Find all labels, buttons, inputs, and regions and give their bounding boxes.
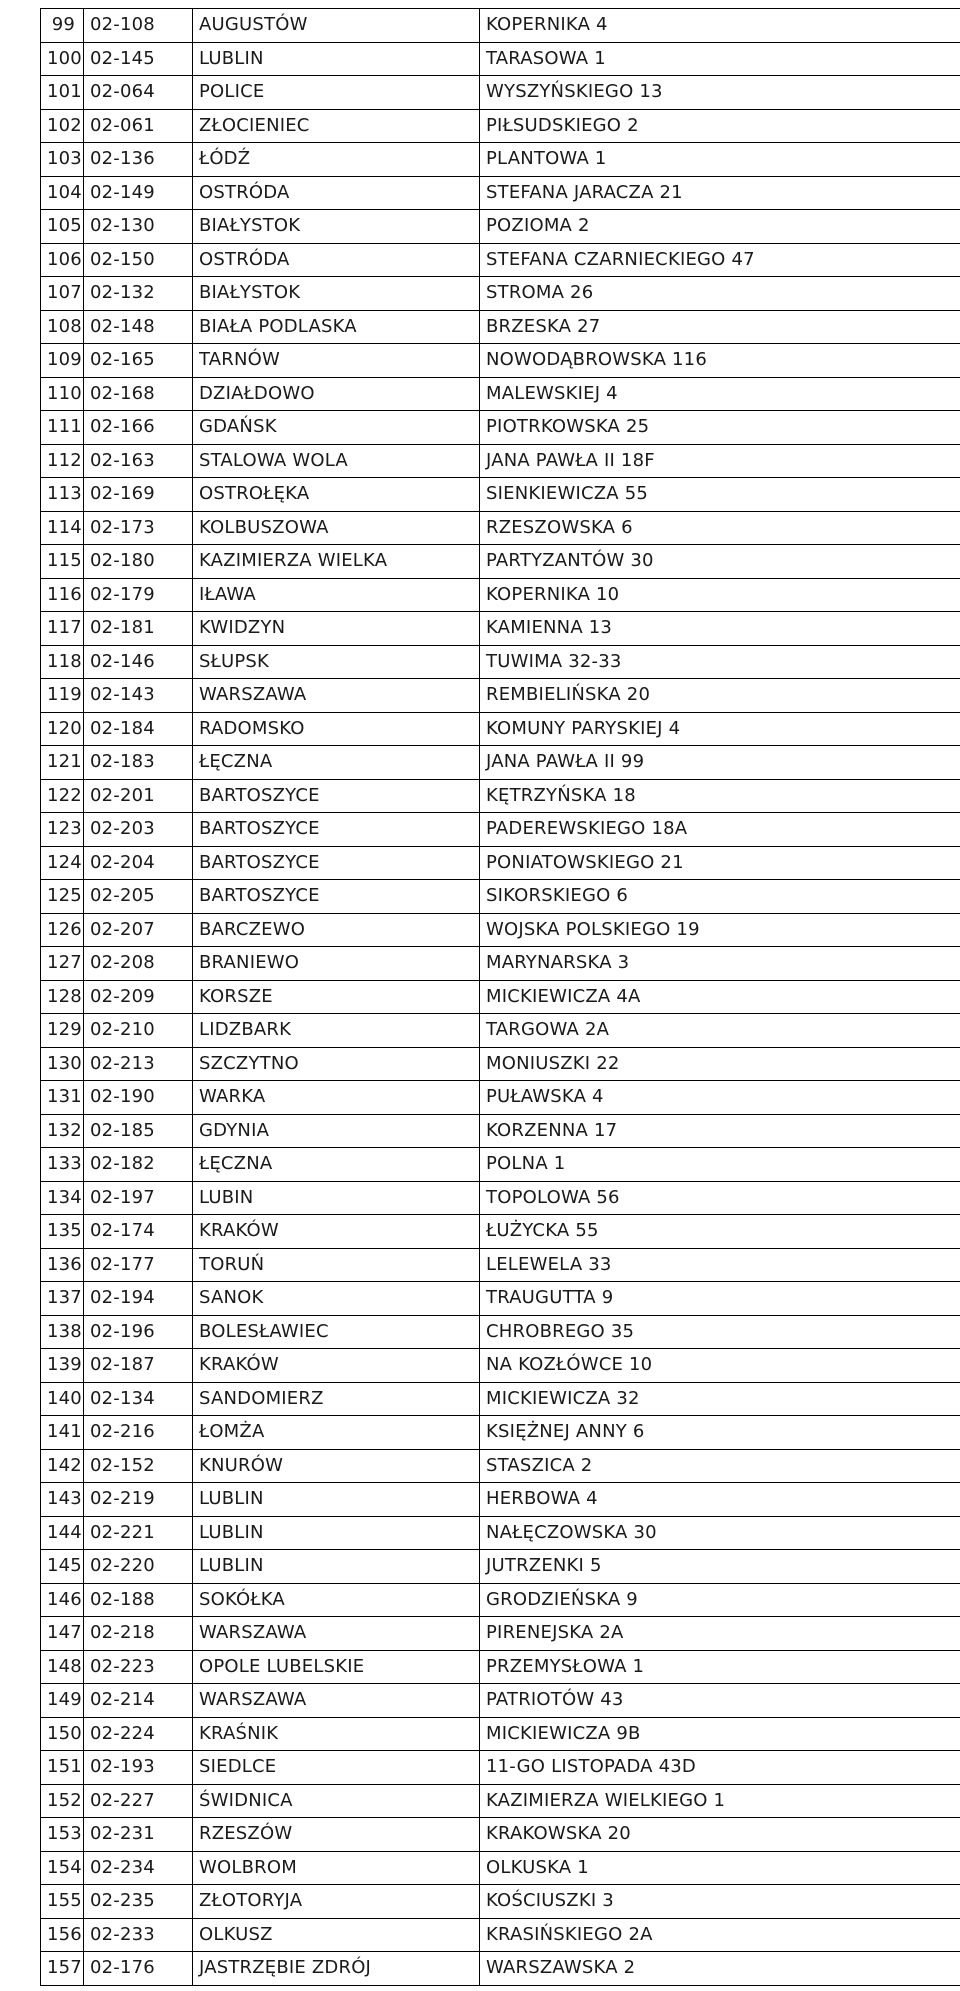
location-code: 02-221 [84,1516,193,1550]
table-row [41,846,960,880]
table-row [41,1349,960,1383]
street-address: RZESZOWSKA 6 [480,511,960,545]
table-row [41,1751,960,1785]
street-address: REMBIELIŃSKA 20 [480,679,960,713]
city-name: KORSZE [193,980,480,1014]
location-code: 02-174 [84,1215,193,1249]
city-name: GDYNIA [193,1114,480,1148]
city-name: KWIDZYN [193,612,480,646]
table-row [41,913,960,947]
city-name: ZŁOTORYJA [193,1885,480,1919]
street-address: KOŚCIUSZKI 3 [480,1885,960,1919]
row-number: 114 [41,511,84,545]
table-row [41,1047,960,1081]
row-number: 148 [41,1650,84,1684]
city-name: BARCZEWO [193,913,480,947]
location-code: 02-233 [84,1918,193,1952]
row-number: 105 [41,210,84,244]
location-code: 02-219 [84,1483,193,1517]
city-name: ZŁOCIENIEC [193,109,480,143]
city-name: ŁÓDŹ [193,143,480,177]
location-code: 02-166 [84,411,193,445]
row-number: 102 [41,109,84,143]
street-address: WYSZYŃSKIEGO 13 [480,76,960,110]
city-name: RADOMSKO [193,712,480,746]
location-code: 02-194 [84,1282,193,1316]
location-code: 02-231 [84,1818,193,1852]
row-number: 117 [41,612,84,646]
row-number: 122 [41,779,84,813]
row-number: 103 [41,143,84,177]
table-row [41,511,960,545]
location-code: 02-214 [84,1684,193,1718]
street-address: OLKUSKA 1 [480,1851,960,1885]
street-address: KOPERNIKA 10 [480,578,960,612]
city-name: BARTOSZYCE [193,779,480,813]
street-address: POZIOMA 2 [480,210,960,244]
location-code: 02-196 [84,1315,193,1349]
table-row [41,1617,960,1651]
row-number: 140 [41,1382,84,1416]
street-address: KAMIENNA 13 [480,612,960,646]
city-name: OSTRÓDA [193,176,480,210]
street-address: WARSZAWSKA 2 [480,1952,960,1986]
street-address: PADEREWSKIEGO 18A [480,813,960,847]
row-number: 139 [41,1349,84,1383]
table-row [41,746,960,780]
table-row [41,1550,960,1584]
table-row [41,176,960,210]
street-address: JANA PAWŁA II 18F [480,444,960,478]
city-name: TARNÓW [193,344,480,378]
location-code: 02-204 [84,846,193,880]
location-code: 02-183 [84,746,193,780]
location-code: 02-203 [84,813,193,847]
row-number: 135 [41,1215,84,1249]
location-code: 02-213 [84,1047,193,1081]
table-row [41,377,960,411]
row-number: 116 [41,578,84,612]
table-row [41,1516,960,1550]
table-row [41,1851,960,1885]
table-row [41,277,960,311]
table-row [41,1081,960,1115]
city-name: LUBLIN [193,1516,480,1550]
location-code: 02-150 [84,243,193,277]
city-name: SŁUPSK [193,645,480,679]
row-number: 152 [41,1784,84,1818]
row-number: 142 [41,1449,84,1483]
row-number: 118 [41,645,84,679]
row-number: 130 [41,1047,84,1081]
city-name: WARSZAWA [193,679,480,713]
city-name: WARKA [193,1081,480,1115]
street-address: NOWODĄBROWSKA 116 [480,344,960,378]
city-name: KOLBUSZOWA [193,511,480,545]
city-name: SANOK [193,1282,480,1316]
city-name: SOKÓŁKA [193,1583,480,1617]
street-address: MICKIEWICZA 4A [480,980,960,1014]
row-number: 151 [41,1751,84,1785]
address-table [40,8,960,1986]
city-name: SANDOMIERZ [193,1382,480,1416]
location-code: 02-152 [84,1449,193,1483]
row-number: 126 [41,913,84,947]
city-name: WOLBROM [193,1851,480,1885]
row-number: 141 [41,1416,84,1450]
street-address: KOPERNIKA 4 [480,9,960,43]
street-address: PRZEMYSŁOWA 1 [480,1650,960,1684]
city-name: BIAŁYSTOK [193,210,480,244]
city-name: LUBLIN [193,1483,480,1517]
city-name: ŁOMŻA [193,1416,480,1450]
table-row [41,1449,960,1483]
city-name: AUGUSTÓW [193,9,480,43]
location-code: 02-193 [84,1751,193,1785]
location-code: 02-130 [84,210,193,244]
location-code: 02-188 [84,1583,193,1617]
city-name: BIAŁA PODLASKA [193,310,480,344]
row-number: 123 [41,813,84,847]
city-name: TORUŃ [193,1248,480,1282]
street-address: TRAUGUTTA 9 [480,1282,960,1316]
table-row [41,779,960,813]
table-row [41,243,960,277]
table-row [41,1684,960,1718]
table-row [41,1784,960,1818]
street-address: NA KOZŁÓWCE 10 [480,1349,960,1383]
street-address: KOMUNY PARYSKIEJ 4 [480,712,960,746]
row-number: 133 [41,1148,84,1182]
table-row [41,1014,960,1048]
location-code: 02-208 [84,947,193,981]
row-number: 121 [41,746,84,780]
row-number: 125 [41,880,84,914]
row-number: 131 [41,1081,84,1115]
table-row [41,1918,960,1952]
row-number: 112 [41,444,84,478]
street-address: WOJSKA POLSKIEGO 19 [480,913,960,947]
street-address: NAŁĘCZOWSKA 30 [480,1516,960,1550]
row-number: 115 [41,545,84,579]
row-number: 136 [41,1248,84,1282]
city-name: LUBIN [193,1181,480,1215]
row-number: 145 [41,1550,84,1584]
location-code: 02-223 [84,1650,193,1684]
location-code: 02-209 [84,980,193,1014]
street-address: POLNA 1 [480,1148,960,1182]
city-name: LIDZBARK [193,1014,480,1048]
row-number: 99 [41,9,84,43]
location-code: 02-061 [84,109,193,143]
row-number: 132 [41,1114,84,1148]
table-row [41,1181,960,1215]
row-number: 154 [41,1851,84,1885]
table-row [41,1885,960,1919]
row-number: 107 [41,277,84,311]
location-code: 02-218 [84,1617,193,1651]
row-number: 108 [41,310,84,344]
row-number: 129 [41,1014,84,1048]
street-address: BRZESKA 27 [480,310,960,344]
street-address: PONIATOWSKIEGO 21 [480,846,960,880]
location-code: 02-132 [84,277,193,311]
table-row [41,444,960,478]
location-code: 02-201 [84,779,193,813]
location-code: 02-184 [84,712,193,746]
location-code: 02-216 [84,1416,193,1450]
table-row [41,478,960,512]
street-address: MONIUSZKI 22 [480,1047,960,1081]
row-number: 101 [41,76,84,110]
location-code: 02-187 [84,1349,193,1383]
location-code: 02-180 [84,545,193,579]
street-address: PARTYZANTÓW 30 [480,545,960,579]
city-name: BOLESŁAWIEC [193,1315,480,1349]
table-row [41,210,960,244]
location-code: 02-185 [84,1114,193,1148]
street-address: STEFANA CZARNIECKIEGO 47 [480,243,960,277]
table-row [41,1315,960,1349]
street-address: TARASOWA 1 [480,42,960,76]
street-address: 11-GO LISTOPADA 43D [480,1751,960,1785]
street-address: MARYNARSKA 3 [480,947,960,981]
city-name: LUBLIN [193,1550,480,1584]
table-row [41,1114,960,1148]
location-code: 02-173 [84,511,193,545]
row-number: 119 [41,679,84,713]
city-name: BARTOSZYCE [193,880,480,914]
location-code: 02-234 [84,1851,193,1885]
street-address: ŁUŻYCKA 55 [480,1215,960,1249]
table-row [41,411,960,445]
street-address: STASZICA 2 [480,1449,960,1483]
street-address: HERBOWA 4 [480,1483,960,1517]
city-name: OLKUSZ [193,1918,480,1952]
location-code: 02-235 [84,1885,193,1919]
location-code: 02-182 [84,1148,193,1182]
row-number: 153 [41,1818,84,1852]
location-code: 02-145 [84,42,193,76]
city-name: KRAKÓW [193,1215,480,1249]
table-row [41,813,960,847]
table-row [41,344,960,378]
city-name: BRANIEWO [193,947,480,981]
row-number: 143 [41,1483,84,1517]
table-row [41,310,960,344]
street-address: JUTRZENKI 5 [480,1550,960,1584]
city-name: KAZIMIERZA WIELKA [193,545,480,579]
table-row [41,1483,960,1517]
row-number: 149 [41,1684,84,1718]
city-name: POLICE [193,76,480,110]
table-row [41,42,960,76]
location-code: 02-163 [84,444,193,478]
location-code: 02-224 [84,1717,193,1751]
location-code: 02-210 [84,1014,193,1048]
street-address: STROMA 26 [480,277,960,311]
street-address: PATRIOTÓW 43 [480,1684,960,1718]
address-list-page [40,8,960,1986]
table-row [41,1215,960,1249]
table-row [41,1952,960,1986]
city-name: IŁAWA [193,578,480,612]
table-row [41,143,960,177]
table-row [41,76,960,110]
row-number: 110 [41,377,84,411]
row-number: 155 [41,1885,84,1919]
row-number: 124 [41,846,84,880]
city-name: WARSZAWA [193,1617,480,1651]
table-row [41,1717,960,1751]
row-number: 111 [41,411,84,445]
row-number: 109 [41,344,84,378]
table-row [41,1650,960,1684]
table-row [41,1148,960,1182]
table-row [41,612,960,646]
city-name: DZIAŁDOWO [193,377,480,411]
location-code: 02-169 [84,478,193,512]
street-address: KRASIŃSKIEGO 2A [480,1918,960,1952]
location-code: 02-168 [84,377,193,411]
street-address: PIŁSUDSKIEGO 2 [480,109,960,143]
city-name: ŁĘCZNA [193,1148,480,1182]
table-row [41,1583,960,1617]
location-code: 02-136 [84,143,193,177]
location-code: 02-227 [84,1784,193,1818]
row-number: 106 [41,243,84,277]
location-code: 02-176 [84,1952,193,1986]
city-name: OPOLE LUBELSKIE [193,1650,480,1684]
table-row [41,109,960,143]
city-name: ŚWIDNICA [193,1784,480,1818]
street-address: JANA PAWŁA II 99 [480,746,960,780]
street-address: KRAKOWSKA 20 [480,1818,960,1852]
location-code: 02-177 [84,1248,193,1282]
city-name: SIEDLCE [193,1751,480,1785]
street-address: KORZENNA 17 [480,1114,960,1148]
row-number: 104 [41,176,84,210]
row-number: 127 [41,947,84,981]
city-name: LUBLIN [193,42,480,76]
table-row [41,1382,960,1416]
street-address: MICKIEWICZA 9B [480,1717,960,1751]
table-row [41,712,960,746]
location-code: 02-148 [84,310,193,344]
street-address: TARGOWA 2A [480,1014,960,1048]
city-name: KRAKÓW [193,1349,480,1383]
row-number: 138 [41,1315,84,1349]
location-code: 02-134 [84,1382,193,1416]
street-address: MALEWSKIEJ 4 [480,377,960,411]
location-code: 02-179 [84,578,193,612]
city-name: SZCZYTNO [193,1047,480,1081]
street-address: LELEWELA 33 [480,1248,960,1282]
table-row [41,1282,960,1316]
row-number: 157 [41,1952,84,1986]
table-row [41,679,960,713]
street-address: PUŁAWSKA 4 [480,1081,960,1115]
location-code: 02-220 [84,1550,193,1584]
city-name: KNURÓW [193,1449,480,1483]
city-name: OSTRÓDA [193,243,480,277]
street-address: KSIĘŻNEJ ANNY 6 [480,1416,960,1450]
location-code: 02-143 [84,679,193,713]
street-address: GRODZIEŃSKA 9 [480,1583,960,1617]
street-address: SIKORSKIEGO 6 [480,880,960,914]
street-address: SIENKIEWICZA 55 [480,478,960,512]
table-row [41,947,960,981]
location-code: 02-190 [84,1081,193,1115]
table-row [41,645,960,679]
table-row [41,9,960,43]
table-row [41,1248,960,1282]
location-code: 02-064 [84,76,193,110]
street-address: TUWIMA 32-33 [480,645,960,679]
city-name: ŁĘCZNA [193,746,480,780]
location-code: 02-197 [84,1181,193,1215]
row-number: 156 [41,1918,84,1952]
row-number: 144 [41,1516,84,1550]
row-number: 134 [41,1181,84,1215]
row-number: 137 [41,1282,84,1316]
city-name: WARSZAWA [193,1684,480,1718]
street-address: TOPOLOWA 56 [480,1181,960,1215]
table-row [41,545,960,579]
city-name: RZESZÓW [193,1818,480,1852]
location-code: 02-146 [84,645,193,679]
street-address: PIRENEJSKA 2A [480,1617,960,1651]
row-number: 128 [41,980,84,1014]
street-address: PLANTOWA 1 [480,143,960,177]
city-name: STALOWA WOLA [193,444,480,478]
address-table-body [41,9,960,1986]
row-number: 147 [41,1617,84,1651]
city-name: JASTRZĘBIE ZDRÓJ [193,1952,480,1986]
city-name: BIAŁYSTOK [193,277,480,311]
city-name: KRAŚNIK [193,1717,480,1751]
table-row [41,980,960,1014]
street-address: MICKIEWICZA 32 [480,1382,960,1416]
location-code: 02-205 [84,880,193,914]
street-address: KAZIMIERZA WIELKIEGO 1 [480,1784,960,1818]
table-row [41,1416,960,1450]
location-code: 02-181 [84,612,193,646]
street-address: STEFANA JARACZA 21 [480,176,960,210]
location-code: 02-108 [84,9,193,43]
location-code: 02-207 [84,913,193,947]
row-number: 146 [41,1583,84,1617]
city-name: BARTOSZYCE [193,846,480,880]
table-row [41,578,960,612]
city-name: GDAŃSK [193,411,480,445]
location-code: 02-165 [84,344,193,378]
row-number: 150 [41,1717,84,1751]
table-row [41,1818,960,1852]
row-number: 113 [41,478,84,512]
row-number: 100 [41,42,84,76]
city-name: BARTOSZYCE [193,813,480,847]
street-address: KĘTRZYŃSKA 18 [480,779,960,813]
row-number: 120 [41,712,84,746]
street-address: CHROBREGO 35 [480,1315,960,1349]
location-code: 02-149 [84,176,193,210]
street-address: PIOTRKOWSKA 25 [480,411,960,445]
city-name: OSTROŁĘKA [193,478,480,512]
table-row [41,880,960,914]
